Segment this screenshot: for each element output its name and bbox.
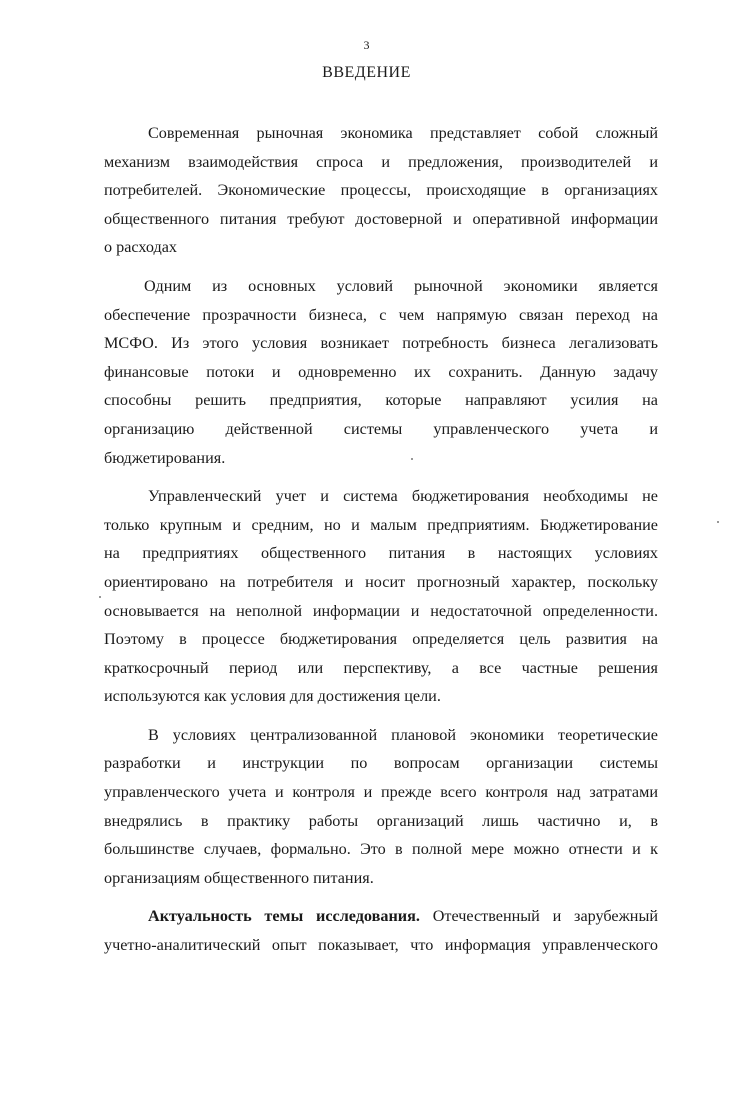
paragraph-planned-economy: [104, 721, 658, 893]
relevance-heading: Актуальность темы исследования.: [148, 907, 420, 926]
text-line: способны решить предприятия, которые направляют усилия на: [104, 391, 658, 410]
text-line: механизм взаимодействия спроса и предложения, производителей и: [104, 152, 658, 171]
text-line: только крупным и средним, но и малым предприятиям. Бюджетирование: [104, 515, 658, 534]
text-line: краткосрочный период или перспективу, а все частные решения: [104, 658, 658, 677]
text-line: потребителей. Экономические процессы, происходящие в организациях: [104, 181, 658, 200]
text-line: Современная рыночная экономика представляет собой сложный: [148, 124, 658, 142]
text-line: бюджетирования.: [104, 448, 226, 467]
text-line: используются как условия для достижения цели.: [104, 687, 441, 706]
paragraph-intro: [104, 119, 658, 262]
text-line: обеспечение прозрачности бизнеса, с чем напрямую связан переход на: [104, 305, 658, 324]
text-line: Управленческий учет и система бюджетирования необходимы не: [148, 487, 658, 506]
text-line: общественного питания требуют достоверной и оперативной информации: [104, 209, 658, 228]
scan-speck: [411, 458, 413, 460]
scan-speck: [717, 521, 719, 523]
text-line: организациям общественного питания.: [104, 868, 374, 887]
paragraph-budgeting: [104, 482, 658, 711]
text-line: Поэтому в процессе бюджетирования определяется цель развития на: [104, 630, 658, 649]
text-line: внедрялись в практику работы организаций лишь частично и, в: [104, 811, 658, 830]
text-line: основывается на неполной информации и недостаточной определенности.: [104, 601, 658, 620]
text-line: разработки и инструкции по вопросам организации системы: [104, 754, 658, 773]
text-line: большинстве случаев, формально. Это в полной мере можно отнести и к: [104, 840, 658, 859]
relevance-lead-text: Отечественный и зарубежный: [419, 907, 658, 926]
page-number: 3: [363, 38, 370, 52]
text-line: В условиях централизованной плановой экономики теоретические: [148, 725, 658, 744]
text-line: Одним из основных условий рыночной экономики является: [144, 276, 658, 295]
body-text: [104, 119, 658, 970]
text-line: [104, 902, 658, 931]
text-line: управленческого учета и контроля и прежде всего контроля над затратами: [104, 783, 658, 802]
text-line: финансовые потоки и одновременно их сохранить. Данную задачу: [104, 362, 658, 381]
text-line: о расходах: [104, 238, 178, 257]
paragraph-market-conditions: [104, 272, 658, 472]
text-line: ориентировано на потребителя и носит прогнозный характер, поскольку: [104, 572, 658, 591]
scan-speck: [99, 596, 101, 598]
paragraph-relevance: [104, 902, 658, 959]
text-line: МСФО. Из этого условия возникает потребность бизнеса легализовать: [104, 334, 658, 353]
page-title: ВВЕДЕНИЕ: [322, 64, 411, 81]
text-line: на предприятиях общественного питания в настоящих условиях: [104, 544, 658, 563]
text-line: учетно-аналитический опыт показывает, что информация управленческого: [104, 936, 658, 955]
text-line: организацию действенной системы управленческого учета и: [104, 419, 658, 438]
